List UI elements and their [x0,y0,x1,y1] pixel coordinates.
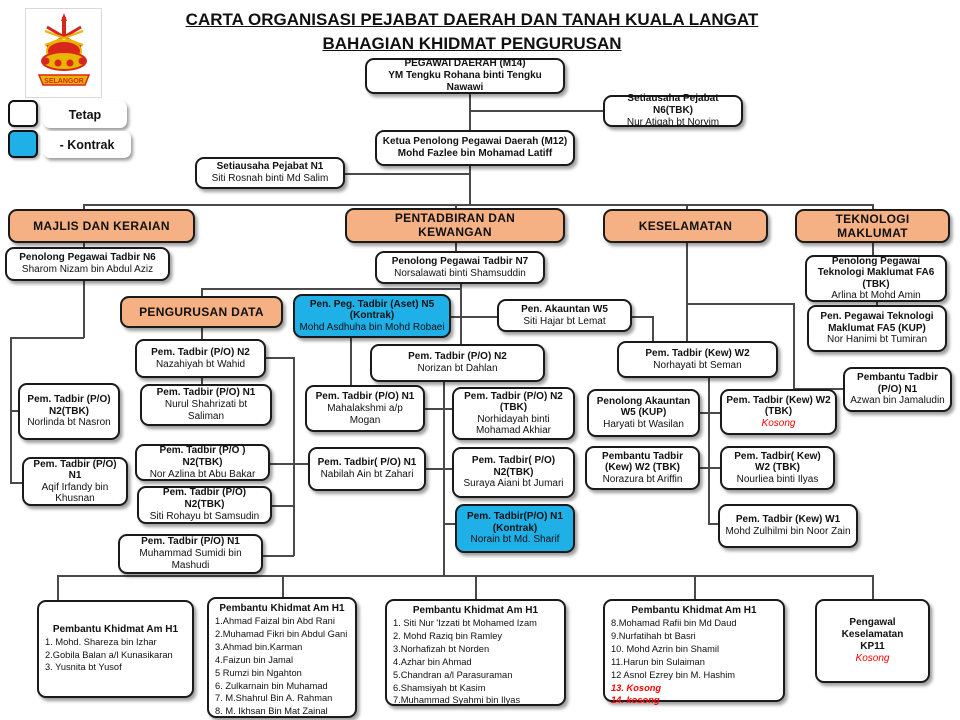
group-title: Pembantu Khidmat Am H1 [52,623,179,635]
node-siti-rohayu [137,486,272,524]
node-title: Pem. Tadbir (P/O) N1 [141,536,240,547]
connector-line [686,303,794,305]
connector-line [700,412,721,414]
node-title: Pembantu Tadbir (P/O) N1 [857,372,938,395]
node-title: Pem. Tadbir (P/O) N2 (TBK) [464,390,563,413]
node-title: Pem. Tadbir (Kew) W2 [645,347,750,359]
node-khidmat-am-group-4 [603,599,785,706]
connector-line [57,575,59,601]
connector-line [83,204,873,206]
dept-title: TEKNOLOGI MAKLUMAT [835,211,910,240]
node-title: Pem. Tadbir( P/O) N2(TBK) [471,455,556,478]
connector-line [201,288,461,290]
node-person: Norlinda bt Nasron [27,417,111,429]
node-title: Penolong Pegawai Tadbir N7 [391,255,529,267]
node-person: Nor Azlina bt Abu Bakar [149,468,256,480]
group-title: Pembantu Khidmat Am H1 [631,605,757,616]
connector-line [700,467,721,469]
node-nurul [140,384,272,426]
node-title: Pem. Tadbir (P/O) N2(TBK) [162,487,247,510]
node-person: Norizan bt Dahlan [417,363,498,374]
dept-title: KESELAMATAN [638,218,733,233]
dept-pengurusan-data [120,296,283,328]
node-nazahiyah [135,339,266,378]
connector-line [425,408,453,410]
connector-line [686,243,688,304]
dept-majlis-dan-keraian [8,209,195,243]
connector-line [793,303,795,389]
node-person: Arlina bt Mohd Amin [831,290,921,301]
group-title: Pembantu Khidmat Am H1 [412,605,539,616]
node-person: Nazahiyah bt Wahid [155,358,246,370]
node-person-vacant: Kosong [855,653,890,664]
node-person: Mohd Fazlee bin Mohamad Latiff [397,148,553,159]
staff-list: 8.Mohamad Rafii bin Md Daud 9.Nurfatihah bt Basri 10. Mohd Azrin bin Shamil 11.Harun bin Sulaiman 12 Asnol Ezrey bin M. Hashim 13. Kosong 14. kosong [611,618,737,706]
node-kew-w2-vacant [720,389,837,435]
dept-title-line2: KEWANGAN [418,224,492,239]
node-person: Aqif Irfandy bin Khusnan [41,481,109,504]
node-asdhuha-kontrak [293,294,451,338]
node-pegawai-daerah [365,58,565,94]
node-norhanimi [807,305,947,352]
node-person: Siti Rosnah binti Md Salim [211,173,329,184]
connector-line [652,316,654,342]
node-title: Pem. Tadbir (P/O) N2(TBK) [27,394,111,417]
node-norazura [585,446,700,490]
node-person: Mohd Zulhilmi bin Noor Zain [725,526,851,537]
node-title: Setiausaha Pejabat N6(TBK) [627,93,719,116]
legend-label-tetap [43,101,127,128]
connector-line [270,463,309,465]
dept-keselamatan [603,209,768,243]
node-person: Norazura bt Ariffin [602,473,683,485]
page-title-line2: BAHAGIAN KHIDMAT PENGURUSAN [322,34,622,53]
staff-list: 1. Mohd. Shareza bin Izhar 2.Gobila Balan a/l Kunasikaran 3. Yusnita bt Yusof [45,636,173,673]
node-person: Norhayati bt Seman [653,359,742,371]
node-person: Mahalakshmi a/p Mogan [327,402,403,426]
staff-list: 1.Ahmad Faizal bin Abd Rani 2.Muhamad Fikri bin Abdul Gani 3.Ahmad bin.Karman 4.Faizun bin Jamal 5 Rumzi bin Ngahton 6. Zulkarnain bin Muhamad 7. M.Shahrul Bin A. Rahman 8. M. Ikhsan Bin Mat Zainal [215,616,348,717]
node-person: Sharom Nizam bin Abdul Aziz [21,264,154,275]
connector-line [694,575,696,600]
legend-kontrak-text: - Kontrak [59,137,115,152]
node-setiausaha-n6 [603,95,743,127]
selangor-crest-logo [25,8,102,98]
node-norain-kontrak [455,504,575,553]
node-person: Nor Hanimi bt Tumiran [826,334,928,346]
selangor-crest-icon [31,13,97,93]
node-person: Nurul Shahrizati bt Saliman [164,399,248,422]
node-norlinda [18,383,120,440]
legend-swatch-tetap [8,100,38,127]
group-title: Pembantu Khidmat Am H1 [219,603,345,614]
node-title: Pem. Tadbir( P/O) N1 [317,457,417,468]
node-title: Pem. Tadbir (P/O) N1 [315,390,415,402]
connector-line [469,110,605,112]
dept-pentadbiran-dan-kewangan [345,208,565,243]
connector-line [443,382,445,576]
node-title: Setiausaha Pejabat N1 [216,161,324,172]
node-nor-azlina [135,444,270,481]
node-person: Haryati bt Wasilan [603,418,684,430]
node-setiausaha-n1 [195,157,345,189]
node-suraya [452,447,575,498]
node-norizan [370,344,545,382]
connector-line [266,357,294,359]
node-aqif [22,457,128,506]
legend-swatch-kontrak [8,130,38,158]
connector-line [57,575,873,577]
node-mahalakshmi [305,385,425,432]
dept-title: PENGURUSAN DATA [139,304,264,319]
node-person: Siti Rohayu bt Samsudin [149,511,260,522]
node-title: Pembantu Tadbir (Kew) W2 (TBK) [602,450,683,474]
dept-title-line1: PENTADBIRAN DAN [394,210,516,225]
staff-list: 1. Siti Nur 'Izzati bt Mohamed Izam 2. Mohd Raziq bin Ramley 3.Norhafizah bt Norden 4.Azhar bin Ahmad 5.Chandran a/l Parasuraman 6.Shamsiyah bt Kasim 7.Muhammad Syahmi bin Ilyas [393,618,537,706]
connector-line [350,338,352,386]
connector-line [872,575,874,600]
connector-line [272,505,294,507]
node-pengawal-keselamatan [815,599,930,683]
connector-line [450,316,498,318]
node-person: Nourliea binti Ilyas [736,473,819,485]
node-title: Pengawal Keselamatan [841,617,904,640]
connector-line [282,575,284,598]
node-person: Norain bt Md. Sharif [470,534,560,546]
node-title: Pem. Tadbir (P/O) N2 [408,351,507,362]
node-title: Pem. Tadbir (Kew) W2 (TBK) [726,394,831,418]
node-title: Ketua Penolong Pegawai Daerah (M12) [382,136,568,147]
node-title: Pem. Tadbir( Kew) W2 (TBK) [734,450,821,474]
node-title: Pen. Akauntan W5 [521,303,608,315]
node-title: Penolong Pegawai Teknologi Maklumat FA6 (TBK) [817,255,935,290]
connector-line [426,468,453,470]
node-title: Pem. Tadbir (P/O) N2 [151,346,250,358]
connector-line [632,316,653,318]
node-person: Nabilah Ain bt Zahari [320,469,414,480]
connector-line [460,284,462,345]
node-title: PEGAWAI DAERAH (M14) [404,58,526,69]
page-title-line1: CARTA ORGANISASI PEJABAT DAERAH DAN TANAH KUALA LANGAT [185,10,759,29]
dept-title: MAJLIS DAN KERAIAN [33,218,170,233]
node-nourliea [720,446,835,490]
connector-line [708,378,710,524]
node-person: Norsalawati binti Shamsuddin [394,267,526,279]
node-title: Pem. Tadbir (P/O) N1 [33,458,117,481]
page-title [170,8,774,56]
node-title: Pem. Tadbir (Kew) W1 [735,514,841,525]
node-khidmat-am-group-1 [37,600,194,698]
node-sumidi [118,534,263,574]
node-khidmat-am-group-3 [385,599,566,706]
node-zulhilmi [718,504,858,548]
node-person: Nur Atiqah bt Noryim [626,117,720,128]
node-title: Pem. Tadbir(P/O) N1 (Kontrak) [467,511,563,534]
node-grade: KP11 [860,641,885,652]
connector-line [345,173,470,175]
node-title: Penolong Pegawai Tadbir N6 [19,252,156,263]
node-khidmat-am-group-2 [207,597,357,718]
node-person: Suraya Aiani bt Jumari [463,478,564,490]
connector-line [263,555,294,557]
legend-label-kontrak [43,131,131,158]
node-person: YM Tengku Rohana binti Tengku Nawawi [388,70,542,93]
connector-line [469,94,471,130]
node-sharom [5,247,170,281]
connector-line [10,337,84,339]
connector-line [475,575,477,600]
node-arlina [805,255,947,302]
node-norsalawati [375,251,545,284]
node-person: Siti Hajar bt Lemat [523,315,606,327]
legend-tetap-text: Tetap [68,107,102,122]
node-ketua-penolong [375,130,575,166]
node-norhidayah [452,387,575,440]
node-title: Pen. Pegawai Teknologi Maklumat FA5 (KUP) [820,311,934,334]
node-title: Pem. Tadbir (P/O) N1 [156,387,256,398]
node-siti-hajar [497,299,632,332]
node-title: Pen. Peg. Tadbir (Aset) N5 (Kontrak) [309,298,435,322]
node-person: Norhidayah binti Mohamad Akhiar [475,413,552,436]
connector-line [83,281,85,338]
connector-line [293,357,295,556]
node-title: Pem. Tadbir (P/O ) N2(TBK) [159,444,246,468]
node-person: Muhammad Sumidi bin Mashudi [139,548,242,571]
connector-line [686,303,688,342]
dept-teknologi-maklumat [795,209,950,243]
node-person: Mohd Asdhuha bin Mohd Robaei [299,321,445,333]
node-title: Penolong Akauntan W5 (KUP) [596,395,691,419]
node-haryati [587,389,700,437]
node-azwan [843,367,952,412]
svg-text:SELANGOR: SELANGOR [43,78,84,85]
node-person-vacant: Kosong [761,417,796,429]
node-norhayati [617,341,778,378]
connector-line [469,166,471,206]
node-person: Azwan bin Jamaludin [850,395,945,407]
node-nabilah [308,447,426,491]
